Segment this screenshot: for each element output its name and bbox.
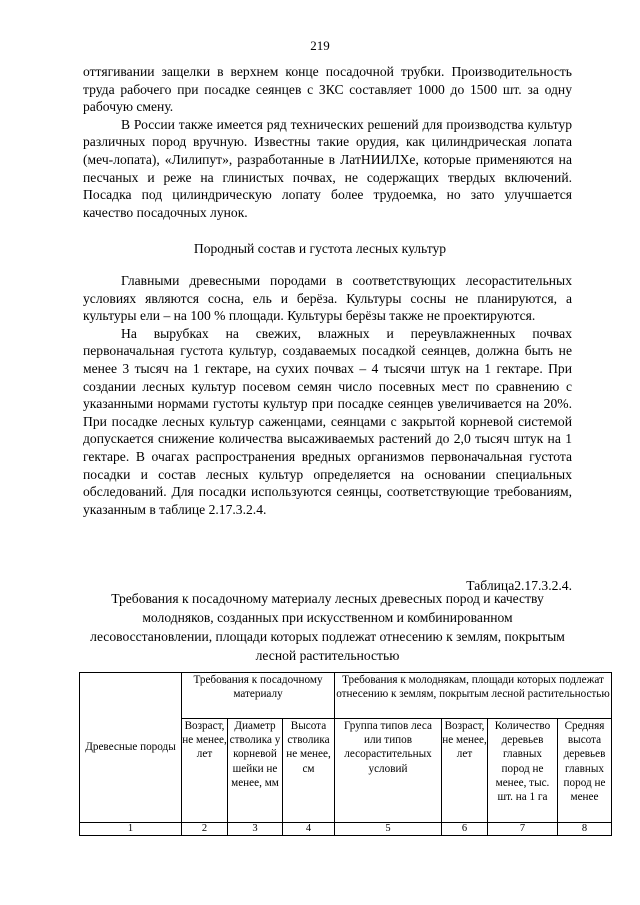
header-diameter: Диаметр стволика у корневой шейки не менее, мм [228, 719, 283, 823]
column-number: 3 [228, 823, 283, 836]
header-forest-type: Группа типов леса или типов лесорастительных условий [335, 719, 442, 823]
column-number: 6 [442, 823, 488, 836]
page-number: 219 [310, 38, 330, 53]
paragraph-density: На вырубках на свежих, влажных и переувлажненных почвах первоначальная густота культур, создаваемых посадкой сеянцев, должна быть не менее 3 тысяч на 1 гектаре, на сухих почвах – 4 тысячи штук на 1 гектаре. При создании лесных культур посевом семян число посевных мест по сравнению с указанными нормами густоты культур при посадке сеянцев увеличивается на 20%. При посадке лесных культур саженцами, сеянцами с закрытой корневой системой допускается снижение количества высаживаемых растений до 2,0 тысяч штук на 1 гектаре. В очагах распространения вредных организмов первоначальная густота посадки и состав лесных культур определяется на основании специальных обследований. Для посадки используются сеянцы, соответствующие требованиям, указанным в таблице 2.17.3.2.4. [83, 325, 572, 517]
column-number: 4 [283, 823, 335, 836]
header-planting-material: Требования к посадочному материалу [182, 673, 335, 719]
column-number: 5 [335, 823, 442, 836]
paragraph-species: Главными древесными породами в соответствующих лесорастительных условиях являются сосна, ель и берёза. Культуры сосны не планируются, а культуры ели – на 100 % площади. Культуры берёзы также не проектируются. [83, 273, 572, 324]
table-number: Таблица2.17.3.2.4. [466, 578, 572, 593]
requirements-table [79, 672, 612, 836]
paragraph-continuation: оттягивании защелки в верхнем конце посадочной трубки. Производительность труда рабочего при посадке сеянцев с ЗКС составляет 1000 до 1500 шт. за одну рабочую смену. [83, 64, 572, 115]
body-text-top [83, 63, 572, 221]
header-young-age: Возраст, не менее, лет [442, 719, 488, 823]
header-young-stands: Требования к молоднякам, площади которых подлежат отнесению к землям, покрытым лесной растительностью [335, 673, 612, 719]
header-average-height: Средняя высота деревьев главных пород не менее [558, 719, 612, 823]
header-age: Возраст, не менее, лет [182, 719, 228, 823]
header-species: Древесные породы [80, 673, 182, 823]
column-number: 7 [488, 823, 558, 836]
column-number: 2 [182, 823, 228, 836]
table-caption: Требования к посадочному материалу лесных древесных пород и качеству молодняков, созданных при искусственном и комбинированном лесовосстановлении, площади которых подлежат отнесению к землям, покрытым лесной растительностью [90, 591, 565, 663]
header-height: Высота стволика не менее, см [283, 719, 335, 823]
body-text-main [83, 272, 572, 518]
paragraph-tools: В России также имеется ряд технических решений для производства культур различных пород вручную. Известны такие орудия, как цилиндрическая лопата (меч-лопата), «Лилипут», разработанные в ЛатНИИЛХе, которые применяются на песчаных и реже на глинистых почвах, не содержащих твердых включений. Посадка под цилиндрическую лопату более трудоемка, но зато улучшается качество посадочных лунок. [83, 116, 572, 220]
column-number: 8 [558, 823, 612, 836]
section-heading: Породный состав и густота лесных культур [193, 241, 447, 256]
column-number: 1 [80, 823, 182, 836]
header-tree-count: Количество деревьев главных пород не менее, тыс. шт. на 1 га [488, 719, 558, 823]
